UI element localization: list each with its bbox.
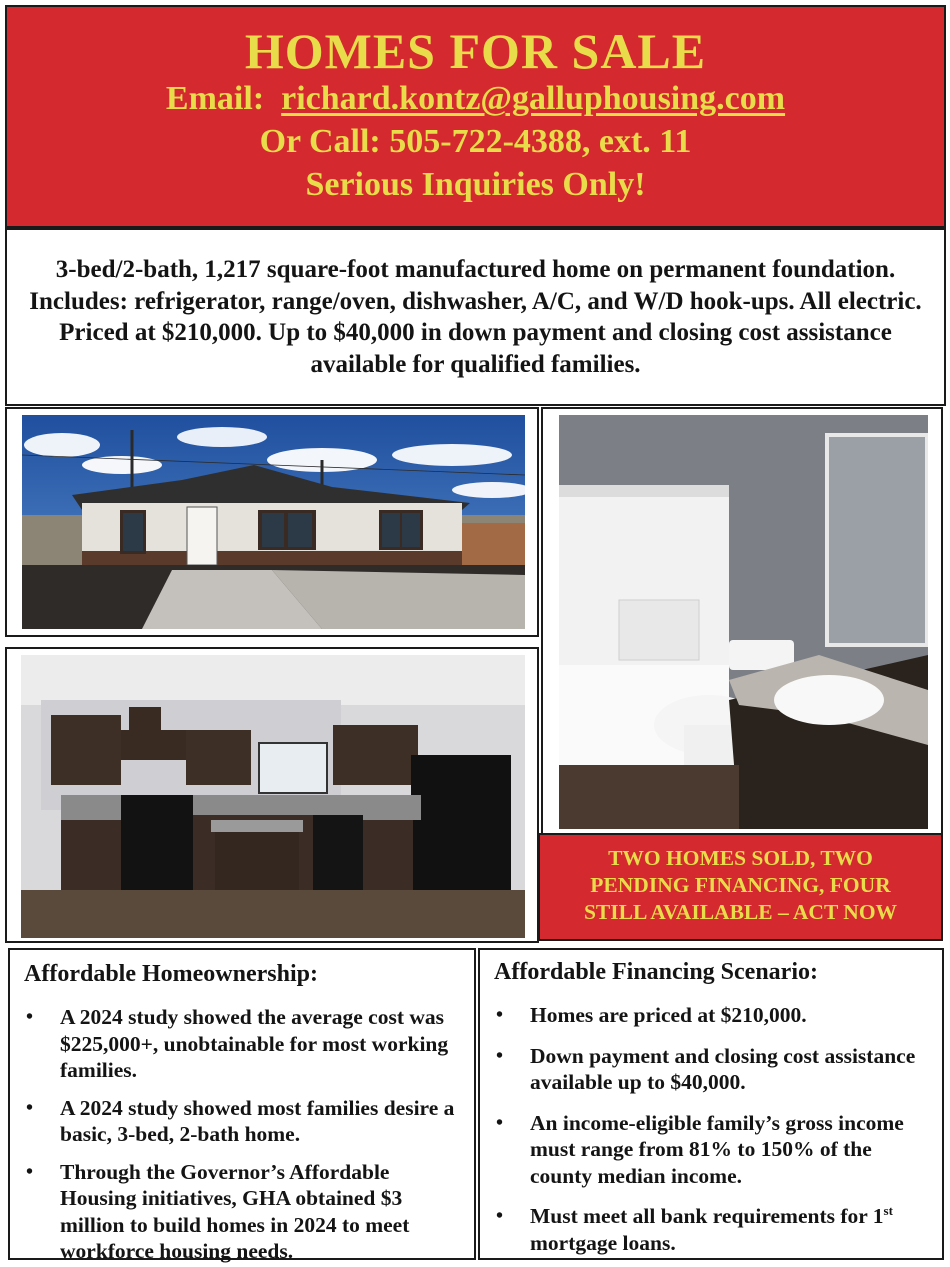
mortgage-text-post: mortgage loans.	[530, 1230, 676, 1255]
bullet-icon: •	[496, 1044, 504, 1067]
homeownership-list	[24, 1004, 462, 1265]
list-item	[494, 1002, 932, 1029]
list-item	[24, 1004, 462, 1084]
bullet-icon: •	[496, 1004, 504, 1026]
availability-line-3: STILL AVAILABLE – ACT NOW	[583, 900, 898, 924]
homeownership-panel	[8, 948, 476, 1263]
bullet-icon: •	[496, 1111, 504, 1134]
email-link[interactable]: richard.kontz@galluphousing.com	[281, 80, 786, 117]
availability-line-2: PENDING FINANCING, FOUR	[590, 873, 891, 897]
availability-banner	[538, 833, 943, 941]
bullet-icon: •	[26, 1160, 34, 1183]
availability-line-1: TWO HOMES SOLD, TWO	[608, 846, 873, 870]
bathroom-photo-frame	[541, 407, 943, 835]
financing-list	[494, 1002, 932, 1256]
list-item-text: Homes are priced at $210,000.	[530, 1003, 807, 1027]
bullet-icon: •	[26, 1006, 34, 1028]
bullet-icon: •	[496, 1205, 504, 1227]
list-item-text	[530, 1204, 893, 1255]
list-item	[494, 1203, 932, 1256]
header-banner	[5, 5, 946, 228]
serious-inquiries: Serious Inquiries Only!	[305, 166, 646, 203]
list-item-text: A 2024 study showed most families desire a basic, 3-bed, 2-bath home.	[60, 1095, 455, 1146]
list-item-text: Down payment and closing cost assistance available up to $40,000.	[530, 1043, 916, 1094]
email-label: Email:	[165, 80, 265, 117]
list-item-text: Through the Governor’s Affordable Housing initiatives, GHA obtained $3 million to build homes in 2024 to meet workforce housing needs.	[60, 1159, 410, 1263]
ordinal-suffix: st	[883, 1202, 893, 1218]
list-item	[494, 1043, 932, 1096]
list-item	[24, 1159, 462, 1265]
homeownership-heading: Affordable Homeownership:	[24, 961, 318, 987]
list-item	[494, 1110, 932, 1190]
bullet-icon: •	[26, 1096, 34, 1119]
list-item-text: A 2024 study showed the average cost was $225,000+, unobtainable for most working families.	[60, 1005, 449, 1082]
mortgage-text-pre: Must meet all bank requirements for 1	[530, 1204, 884, 1228]
kitchen-photo-frame	[5, 647, 539, 943]
bathroom-photo	[559, 415, 928, 829]
exterior-photo	[22, 415, 525, 629]
page-title: HOMES FOR SALE	[244, 23, 707, 79]
list-item	[24, 1095, 462, 1148]
list-item-text: An income-eligible family’s gross income must range from 81% to 150% of the county median income.	[530, 1110, 904, 1188]
home-description: 3-bed/2-bath, 1,217 square-foot manufactured home on permanent foundation. Includes: refrigerator, range/oven, dishwasher, A/C, and W/D hook-ups. All electric. Priced at $210,000. Up to $40,000 in down payment and closing cost assistance available for qualified families.	[5, 228, 946, 406]
email-line	[7, 77, 944, 120]
financing-heading: Affordable Financing Scenario:	[494, 959, 818, 985]
financing-panel	[478, 948, 944, 1260]
kitchen-photo	[21, 655, 525, 938]
phone-line[interactable]: Or Call: 505-722-4388, ext. 11	[259, 123, 692, 160]
exterior-photo-frame	[5, 407, 539, 637]
